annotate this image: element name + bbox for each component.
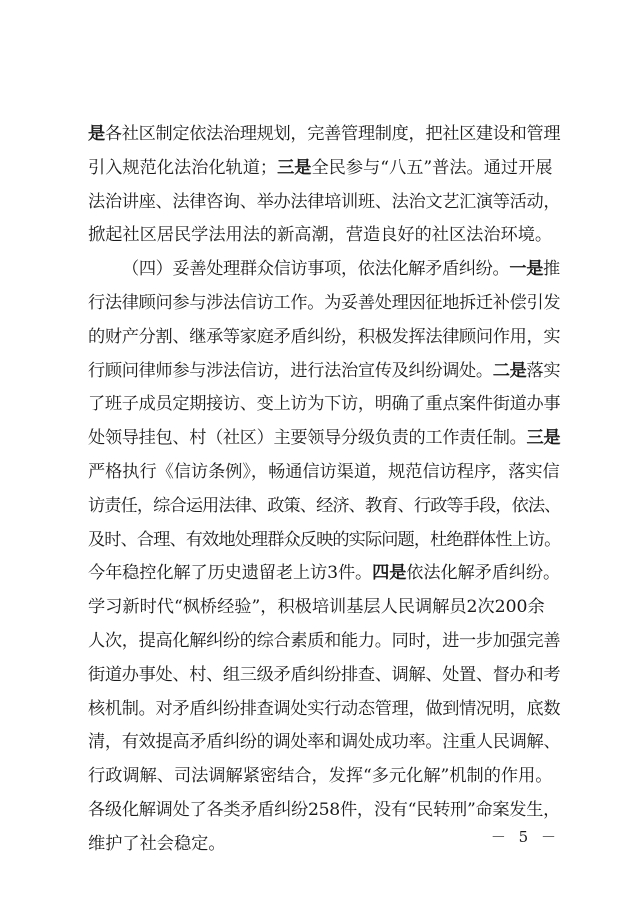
text-line [88, 253, 560, 287]
text-run: 清，有效提高矛盾纠纷的调处率和调处成功率。注重人民调解、 [88, 732, 561, 753]
text-line [88, 625, 560, 659]
text-run: 严格执行《信访条例》，畅通信访渠道，规范信访程序，落实信 [88, 461, 560, 482]
text-run: 行顾问律师参与涉法信访，进行法治宣传及纠纷调处。 [88, 360, 493, 381]
text-run: 访责任，综合运用法律、政策、经济、教育、行政等手段，依法、 [88, 495, 561, 516]
text-run: 人次，提高化解纠纷的综合素质和能力。同时，进一步加强完善 [88, 630, 561, 651]
bold-run: 三是 [277, 157, 312, 178]
text-run: 依法化解矛盾纠纷。 [406, 563, 561, 584]
text-run: 街道办事处、村、组三级矛盾纠纷排查、调解、处置、督办和考 [88, 664, 561, 685]
text-line [88, 186, 560, 220]
text-run: 各级化解调处了各类矛盾纠纷258件，没有“民转刑”命案发生， [88, 799, 561, 820]
bold-run: 四是 [372, 563, 407, 584]
text-line [88, 152, 560, 186]
text-run: 今年稳控化解了历史遗留老上访3件。 [88, 563, 373, 584]
text-run: （四）妥善处理群众信访事项，依法化解矛盾纠纷。 [122, 259, 510, 280]
text-line [88, 388, 560, 422]
text-line [88, 794, 560, 828]
text-run: 维护了社会稳定。 [88, 833, 226, 854]
text-line [88, 321, 560, 355]
text-line [88, 557, 560, 591]
text-line [88, 422, 560, 456]
page-number: － 5 － [490, 828, 560, 846]
text-line [88, 490, 560, 524]
bold-run: 三是 [526, 428, 561, 449]
text-run: 各社区制定依法治理规划，完善管理制度，把社区建设和管理 [104, 124, 561, 144]
text-run: 法治讲座、法律咨询、举办法律培训班、法治文艺汇演等活动， [88, 191, 561, 212]
document-body [88, 118, 560, 862]
text-line [88, 760, 560, 794]
text-run: 行政调解、司法调解紧密结合，发挥“多元化解”机制的作用。 [88, 766, 553, 787]
text-line [88, 456, 560, 490]
text-run: 核机制。对矛盾纠纷排查调处实行动态管理，做到情况明，底数 [88, 698, 561, 719]
text-run: 处领导挂包、村（社区）主要领导分级负责的工作责任制。 [88, 428, 527, 449]
text-line [88, 659, 560, 693]
text-line [88, 591, 560, 625]
text-run: 及时、合理、有效地处理群众反映的实际问题，杜绝群体性上访。 [88, 529, 561, 550]
text-line [88, 828, 560, 862]
text-run: 学习新时代“枫桥经验”，积极培训基层人民调解员2次200余 [88, 597, 545, 618]
text-line [88, 219, 560, 253]
text-line [88, 726, 560, 760]
text-run: 推 [543, 259, 560, 280]
bold-run: 是 [88, 124, 105, 144]
text-run: 全民参与“八五”普法。通过开展 [311, 157, 553, 178]
bold-run: 二是 [492, 360, 527, 381]
text-run: 引入规范化法治化轨道； [88, 157, 278, 178]
text-run: 掀起社区居民学法用法的新高潮，营造良好的社区法治环境。 [88, 225, 553, 246]
text-run: 的财产分割、继承等家庭矛盾纠纷，积极发挥法律顾问作用，实 [88, 326, 561, 347]
text-line [88, 693, 560, 727]
bold-run: 一是 [509, 259, 544, 280]
text-run: 行法律顾问参与涉法信访工作。为妥善处理因征地拆迁补偿引发 [88, 292, 561, 313]
text-run: 落实 [526, 360, 561, 381]
text-line [88, 355, 560, 389]
text-line [88, 118, 560, 152]
text-line [88, 524, 560, 558]
text-run: 了班子成员定期接访、变上访为下访，明确了重点案件街道办事 [88, 394, 561, 415]
text-line [88, 287, 560, 321]
